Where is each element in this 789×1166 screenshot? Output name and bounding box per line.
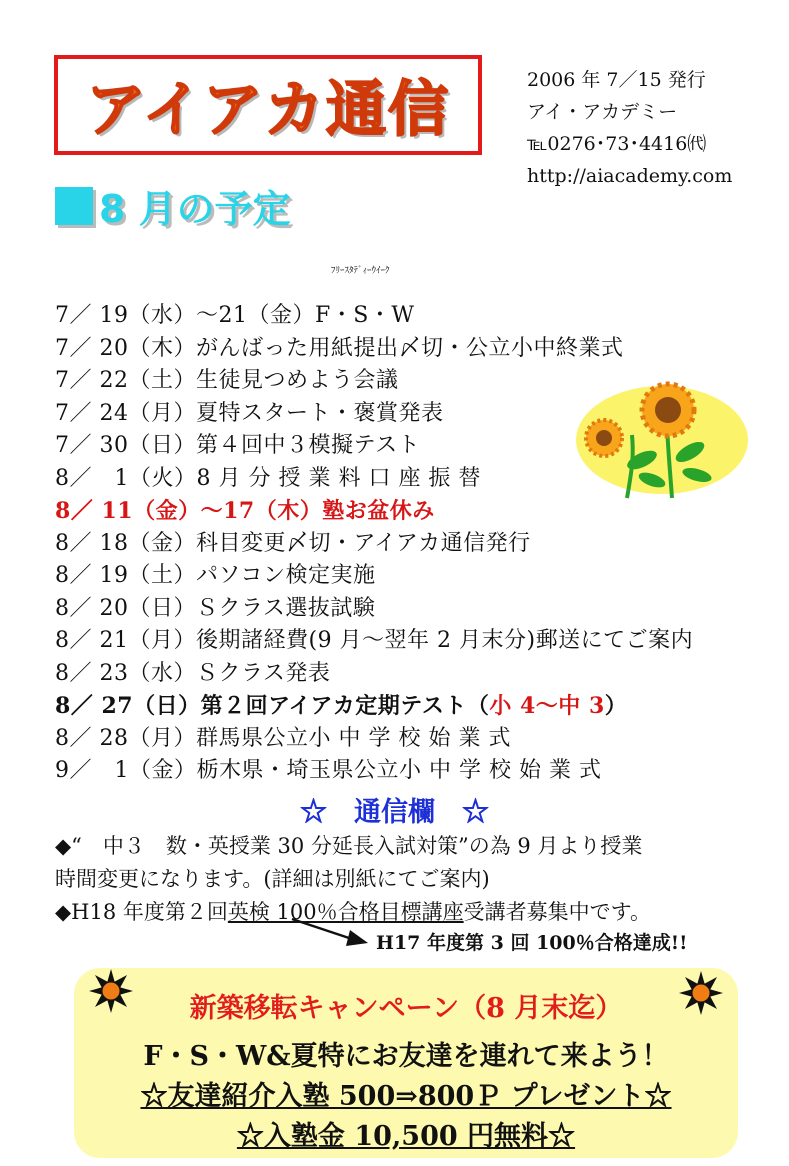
sunflower-illustration (572, 380, 752, 500)
notice-line-suffix: 受講者募集中です。 (463, 900, 651, 924)
issue-date: 2006 年 7／15 発行 (527, 69, 706, 91)
publication-info (527, 64, 732, 192)
section-title: 8 月の予定 (99, 187, 291, 231)
campaign-title: 新築移転キャンペーン（8 月末迄） (189, 993, 623, 1024)
eiken-course-link: 英検 100％合格目標講座 (227, 900, 464, 924)
notice-line (55, 896, 745, 929)
schedule-item: 7／ 24（月）夏特スタート・褒賞発表 (55, 400, 444, 426)
ruby-annotation: ﾌﾘｰｽﾀﾃﾞｨｰｳｲｰｸ (331, 266, 390, 276)
schedule-item: 7／ 19（水）～21（金）F・S・W (55, 303, 415, 328)
schedule-item-grade: 小 4～中 3 (489, 693, 605, 719)
schedule-item: 8／ 21（月）後期諸経費(9 月～翌年 2 月末分)郵送にてご案内 (55, 628, 694, 653)
schedule-item-tail: ） (604, 693, 628, 719)
square-bullet-icon (55, 187, 93, 225)
academy-name: アイ・アカデミー (527, 101, 678, 123)
section-heading (55, 178, 291, 233)
campaign-line: F・S・W&夏特にお友達を連れて来よう！ (143, 1041, 669, 1072)
schedule-item: 8／ 1（火）8 月 分 授 業 料 口 座 振 替 (55, 465, 481, 491)
notice-line: 時間変更になります。(詳細は別紙にてご案内) (55, 867, 490, 891)
arrow-icon (290, 915, 370, 947)
schedule-item-holiday: 8／ 11（金）～17（木）塾お盆休み (55, 498, 435, 524)
achievement-note: H17 年度第 3 回 100％合格達成!! (376, 932, 688, 954)
logo-box (54, 55, 482, 155)
schedule-item-text: 8／ 27（日）第２回アイアカ定期テスト（ (55, 693, 490, 719)
schedule-item: 8／ 23（水）Ｓクラス発表 (55, 660, 331, 686)
logo-title: アイアカ通信 (85, 75, 451, 145)
campaign-line: ☆入塾金 10,500 円無料☆ (236, 1121, 576, 1152)
schedule-item: 8／ 28（月）群馬県公立小 中 学 校 始 業 式 (55, 725, 511, 751)
schedule-item: 7／ 20（木）がんばった用紙提出〆切・公立小中終業式 (55, 335, 624, 361)
schedule-item: 8／ 19（土）パソコン検定実施 (55, 563, 376, 588)
schedule-item: 8／ 18（金）科目変更〆切・アイアカ通信発行 (55, 530, 531, 556)
schedule-list (55, 300, 693, 788)
schedule-item: 7／ 22（土）生徒見つめよう会議 (55, 368, 399, 393)
notice-line-prefix: ◆H18 年度第２回 (55, 900, 228, 924)
schedule-item: 8／ 20（日）Ｓクラス選抜試験 (55, 595, 376, 621)
notice-heading: ☆ 通信欄 ☆ (300, 797, 489, 828)
campaign-box (74, 968, 738, 1158)
website-url: http://aiacademy.com (527, 165, 733, 187)
notice-body (55, 830, 745, 929)
campaign-line: ☆友達紹介入塾 500⇒800Ｐ プレゼント☆ (140, 1081, 672, 1112)
schedule-item: 7／ 30（日）第４回中３模擬テスト (55, 433, 421, 458)
notice-line: ◆“ 中３ 数・英授業 30 分延長入試対策”の為 9 月より授業 (55, 834, 643, 858)
phone-number: ℡0276･73･4416㈹ (527, 133, 707, 155)
schedule-item: 9／ 1（金）栃木県・埼玉県公立小 中 学 校 始 業 式 (55, 758, 602, 783)
schedule-item-test (55, 690, 693, 723)
